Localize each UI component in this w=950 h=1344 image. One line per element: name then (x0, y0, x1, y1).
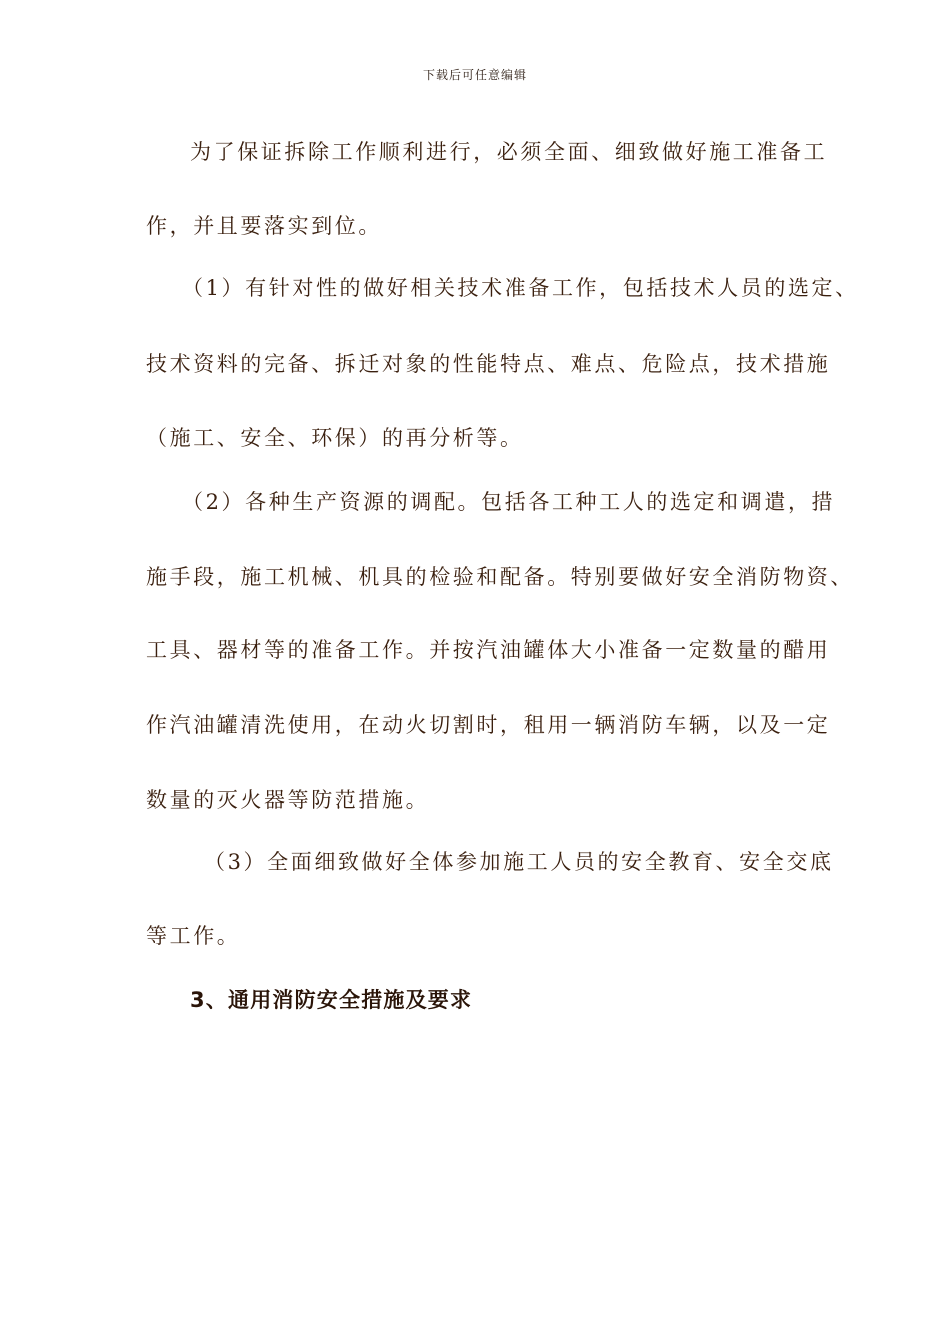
page-header: 下载后可任意编辑 (422, 68, 527, 82)
body-line-10: 数量的灭火器等防范措施。 (146, 788, 430, 812)
body-line-5: （施工、安全、环保）的再分析等。 (146, 426, 524, 450)
body-line-8: 工具、器材等的准备工作。并按汽油罐体大小准备一定数量的醋用 (146, 638, 831, 662)
body-line-11: （3）全面细致做好全体参加施工人员的安全教育、安全交底 (204, 850, 834, 874)
body-line-2: 作，并且要落实到位。 (146, 214, 382, 238)
body-line-3: （1）有针对性的做好相关技术准备工作，包括技术人员的选定、 (182, 276, 859, 300)
body-line-9: 作汽油罐清洗使用，在动火切割时，租用一辆消防车辆，以及一定 (146, 713, 831, 737)
body-line-7: 施手段，施工机械、机具的检验和配备。特别要做好安全消防物资、 (146, 565, 854, 589)
body-line-4: 技术资料的完备、拆迁对象的性能特点、难点、危险点，技术措施 (146, 352, 831, 376)
section-heading: 3、通用消防安全措施及要求 (190, 988, 473, 1012)
body-line-12: 等工作。 (146, 924, 241, 948)
body-line-1: 为了保证拆除工作顺利进行，必须全面、细致做好施工准备工 (190, 140, 828, 164)
body-line-6: （2）各种生产资源的调配。包括各工种工人的选定和调遣，措 (182, 490, 836, 514)
